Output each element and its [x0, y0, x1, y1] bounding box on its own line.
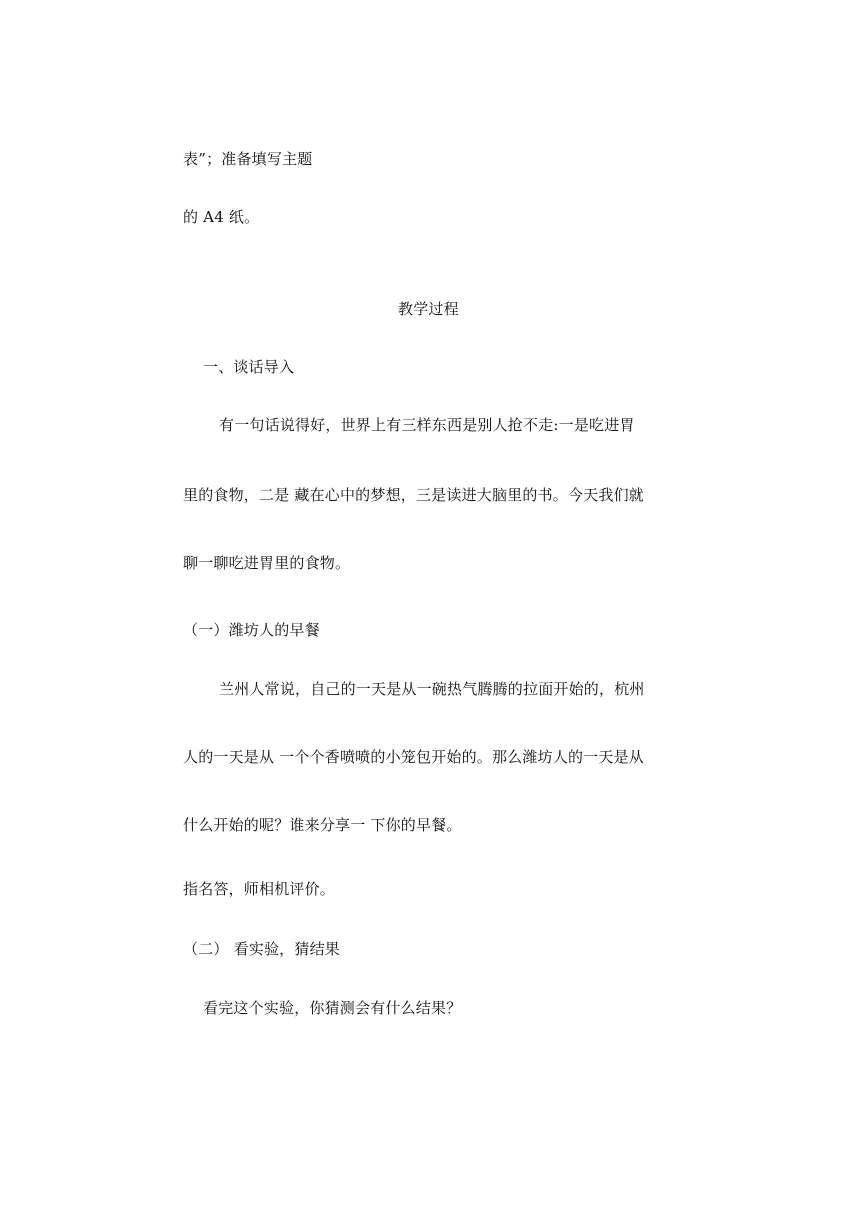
text-line-experiment-question: 看完这个实验，你猜测会有什么结果？ — [203, 999, 462, 1017]
section-heading-teaching-process: 教学过程 — [398, 300, 459, 318]
text-line-teacher-evaluation: 指名答，师相机评价。 — [183, 880, 336, 898]
paragraph-line-2: 里的食物，二是 藏在心中的梦想，三是读进大脑里的书。今天我们就 — [183, 486, 644, 504]
paragraph-line-4: 兰州人常说，自己的一天是从一碗热气腾腾的拉面开始的，杭州 — [219, 680, 645, 698]
subheading-experiment-guess: （二） 看实验，猜结果 — [183, 940, 340, 958]
paragraph-line-5: 人的一天是从 一个个香喷喷的小笼包开始的。那么潍坊人的一天是从 — [183, 748, 644, 766]
subheading-weifang-breakfast: （一）潍坊人的早餐 — [183, 621, 320, 639]
text-line-a4-paper: 的 A4 纸。 — [183, 208, 260, 226]
paragraph-line-1: 有一句话说得好，世界上有三样东西是别人抢不走:一是吃进胃 — [219, 416, 635, 434]
paragraph-line-6: 什么开始的呢？谁来分享一 下你的早餐。 — [183, 816, 462, 834]
paragraph-line-3: 聊一聊吃进胃里的食物。 — [183, 554, 351, 572]
text-line-materials-continued: 表”；准备填写主题 — [183, 150, 313, 168]
heading-conversation-intro: 一、谈话导入 — [203, 358, 295, 376]
